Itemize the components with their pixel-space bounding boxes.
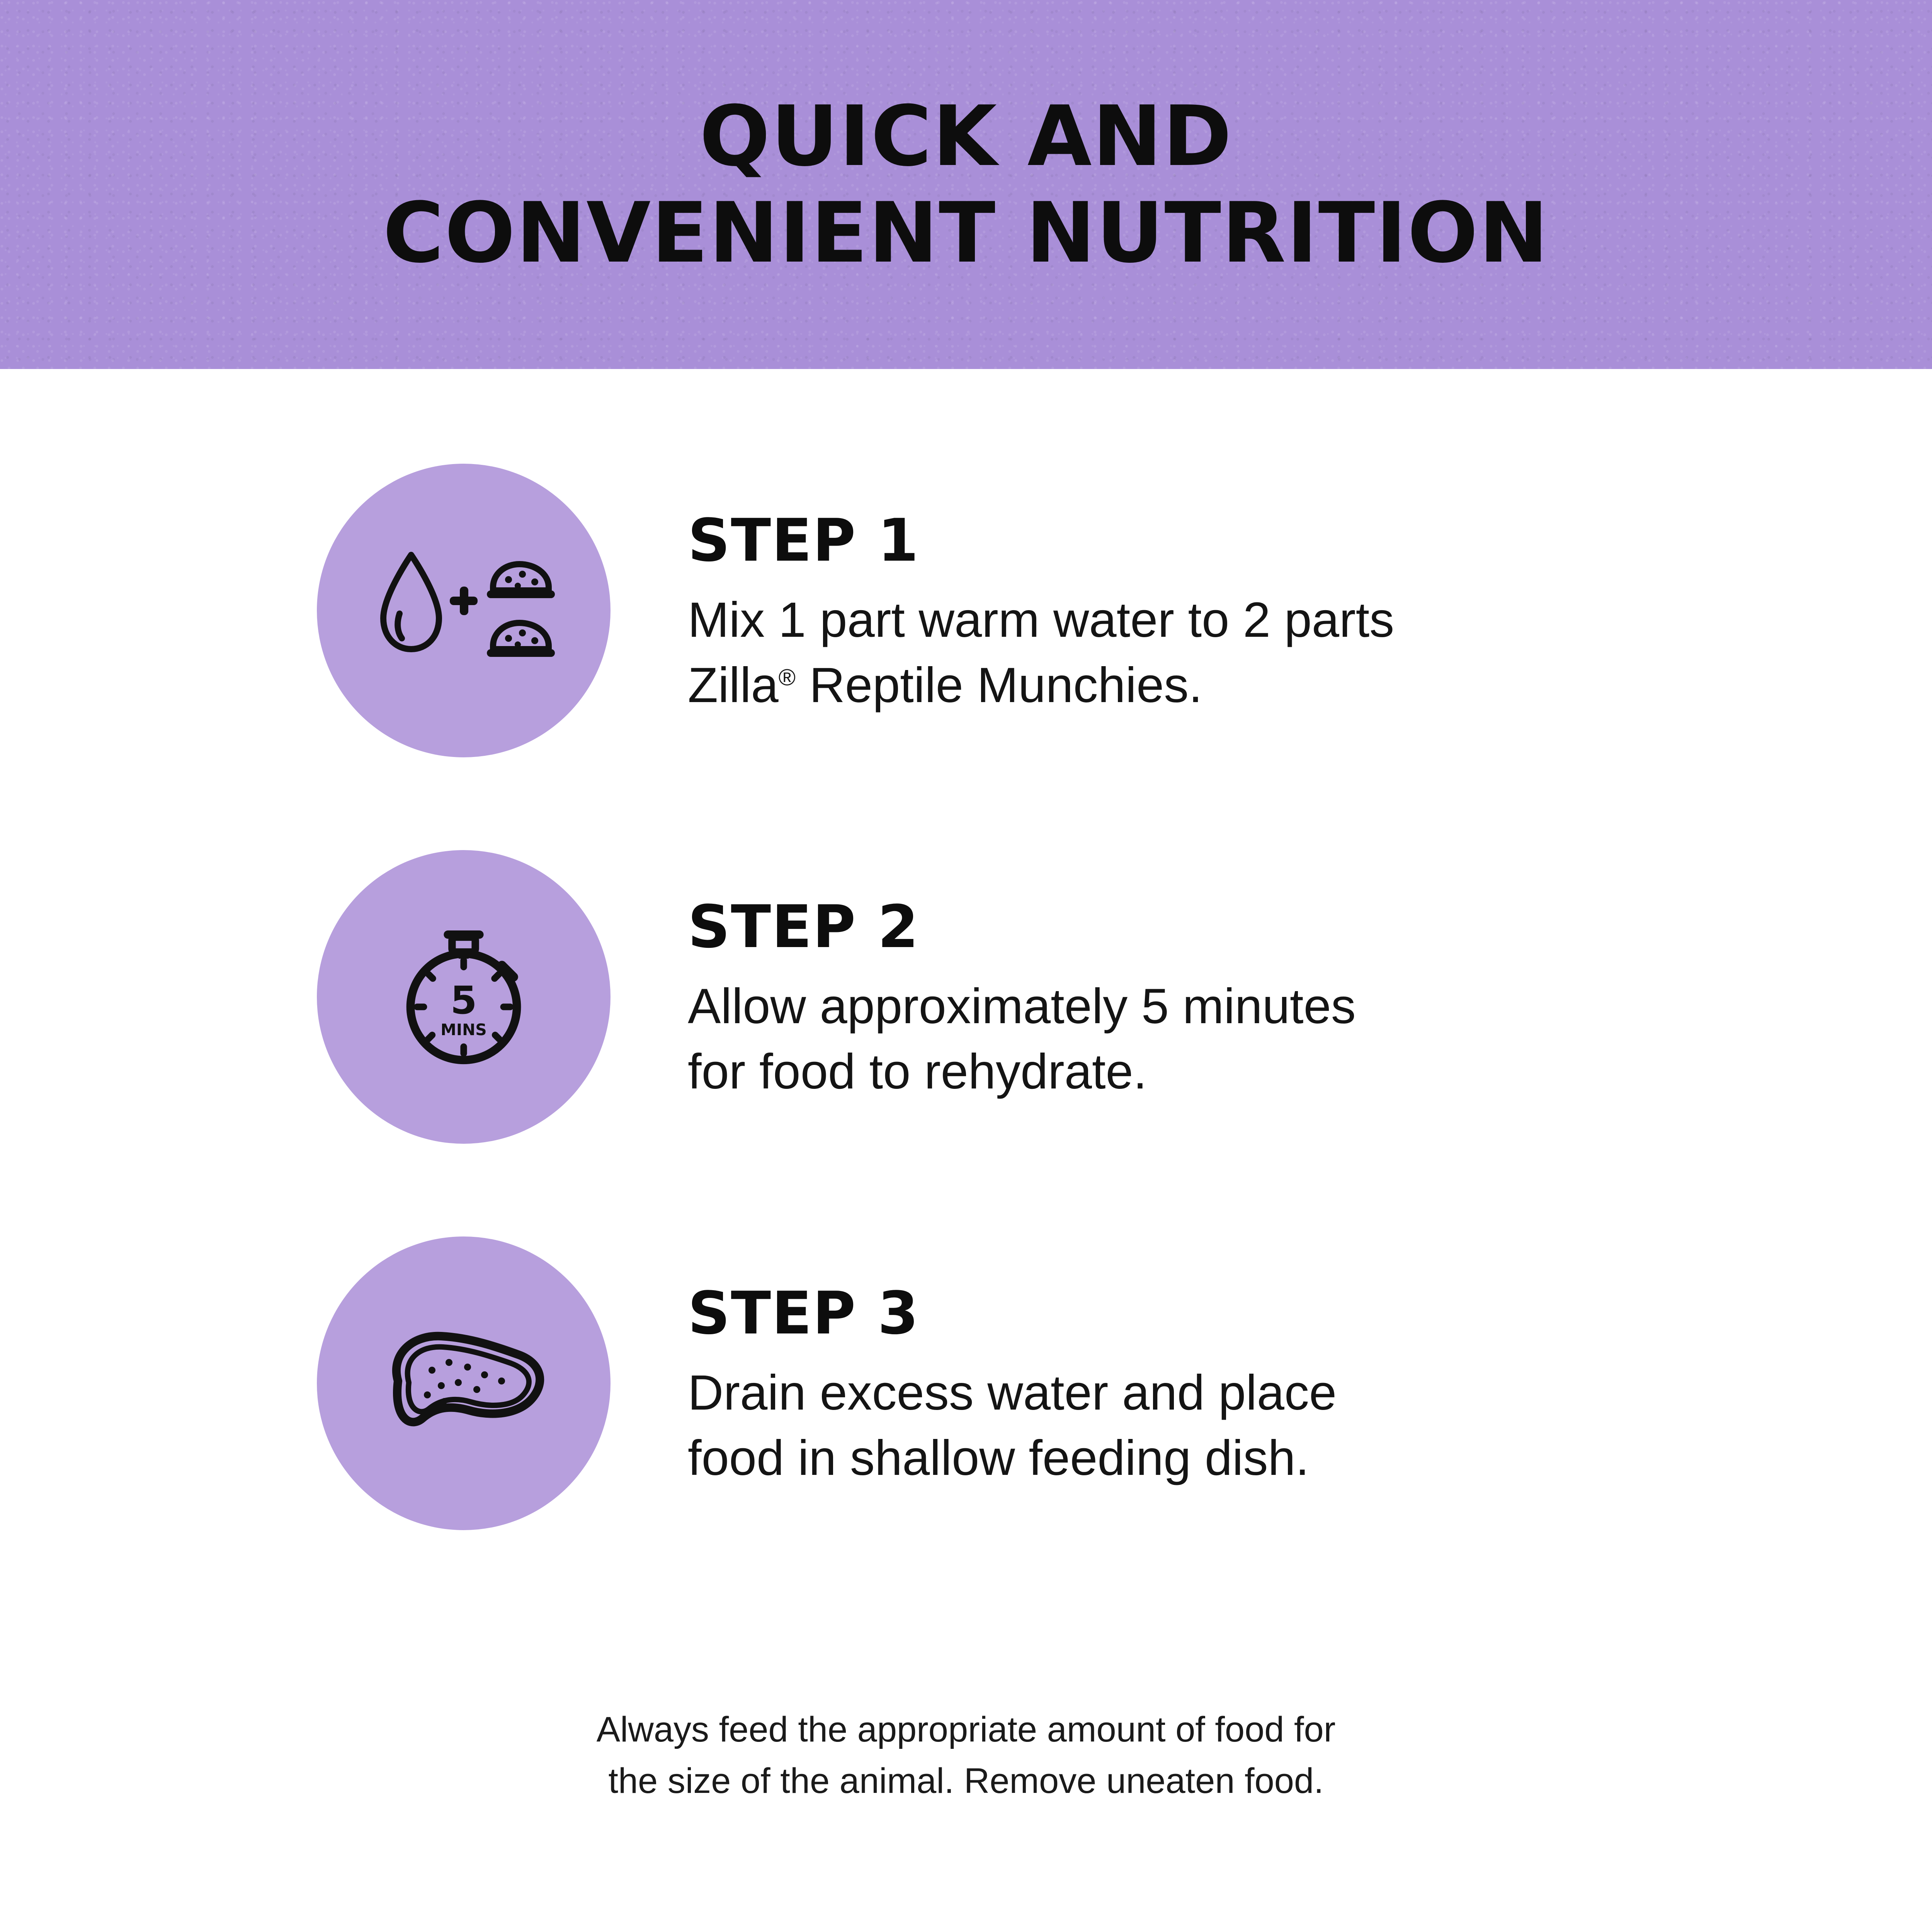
page-title-line-2: CONVENIENT NUTRITION (383, 184, 1549, 281)
footnote: Always feed the appropriate amount of food for the size of the animal. Remove uneaten food. (596, 1710, 1336, 1801)
step-item-3 (0, 1236, 1932, 1623)
water-drop-plus-food-icon (363, 533, 564, 688)
step-3-title: STEP 3 (688, 1279, 920, 1347)
step-3-description: Drain excess water and place food in shallow feeding dish. (688, 1365, 1337, 1486)
svg-text:5: 5 (450, 978, 477, 1023)
step-3-text (611, 1236, 1932, 1491)
step-2-description: Allow approximately 5 minutes for food to rehydrate. (688, 979, 1356, 1099)
svg-text:MINS: MINS (440, 1020, 487, 1039)
step-2-icon-badge (317, 850, 611, 1144)
page-title (383, 88, 1549, 281)
feeding-dish-food-icon (367, 1310, 560, 1457)
step-item-1 (0, 464, 1932, 850)
page-title-line-1: QUICK AND (699, 88, 1233, 185)
stopwatch-icon (381, 914, 547, 1080)
step-2-title: STEP 2 (688, 893, 920, 961)
step-1-description (688, 588, 1731, 718)
steps-list (0, 464, 1932, 1623)
step-1-text (611, 464, 1932, 718)
step-1-description-part-2: Reptile Munchies. (795, 657, 1202, 713)
header-banner (0, 0, 1932, 369)
step-3-icon-badge (317, 1236, 611, 1530)
step-1-title: STEP 1 (688, 506, 920, 575)
step-1-icon-badge (317, 464, 611, 757)
step-1-description-part-1: Mix 1 part warm water to 2 parts Zilla (688, 592, 1395, 713)
registered-trademark-mark: ® (778, 664, 796, 690)
step-2-text (611, 850, 1932, 1105)
step-item-2 (0, 850, 1932, 1236)
